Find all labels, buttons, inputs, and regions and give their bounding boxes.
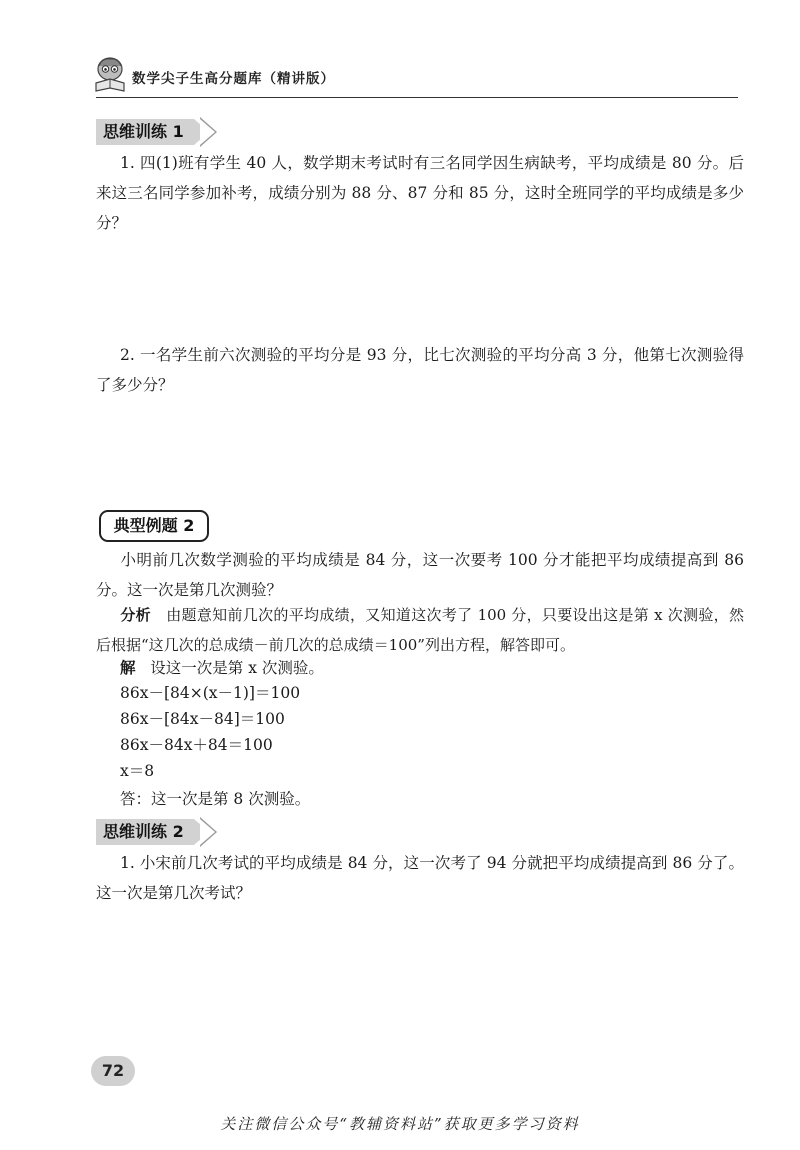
example-2-problem: 小明前几次数学测验的平均成绩是 84 分，这一次要考 100 分才能把平均成绩提高到 86 分。这一次是第几次测验？ [96,551,744,599]
solution-step-2: 86x－[84x－84]＝100 [120,710,285,728]
footer-note: 关注微信公众号“教辅资料站”获取更多学习资料 [220,1115,580,1133]
solution-step-4: x＝8 [120,762,155,780]
book-reading-owl-icon [90,54,130,94]
training-1-tag [96,119,218,145]
solution-step-1: 86x－[84×(x－1)]＝100 [120,684,301,702]
training-2-question-1: 1. 小宋前几次考试的平均成绩是 84 分，这一次考了 94 分就把平均成绩提高到 86 分了。这一次是第几次考试？ [96,854,744,902]
analysis-label: 分析 [120,606,151,624]
page-number: 72 [91,1056,135,1086]
page-header [90,54,730,96]
example-2-tag: 典型例题 2 [99,510,209,542]
solution-label: 解 [120,659,136,677]
solution-intro: 解 设这一次是第 x 次测验。 [120,659,324,677]
training-1-tag-label: 思维训练 1 [96,119,194,145]
solution-step-3: 86x－84x＋84＝100 [120,736,273,754]
header-divider [96,97,738,98]
training-2-tag-label: 思维训练 2 [96,819,194,845]
training-2-tag [96,819,218,845]
tag-arrow-inner-icon [200,119,215,145]
tag-arrow-inner-icon [200,819,215,845]
example-2-analysis: 分析 由题意知前几次的平均成绩，又知道这次考了 100 分，只要设出这是第 x 次测验，然后根据“这几次的总成绩－前几次的总成绩＝100”列出方程，解答即可。 [96,606,744,654]
solution-answer: 答：这一次是第 8 次测验。 [120,790,311,808]
book-title: 数学尖子生高分题库（精讲版） [132,71,335,87]
training-1-question-1: 1. 四(1)班有学生 40 人，数学期末考试时有三名同学因生病缺考，平均成绩是 80 分。后来这三名同学参加补考，成绩分别为 88 分、87 分和 85 分，这时全班同学的平均成绩是多少分？ [96,154,744,232]
training-1-question-2: 2. 一名学生前六次测验的平均分是 93 分，比七次测验的平均分高 3 分，他第七次测验得了多少分？ [96,346,744,394]
